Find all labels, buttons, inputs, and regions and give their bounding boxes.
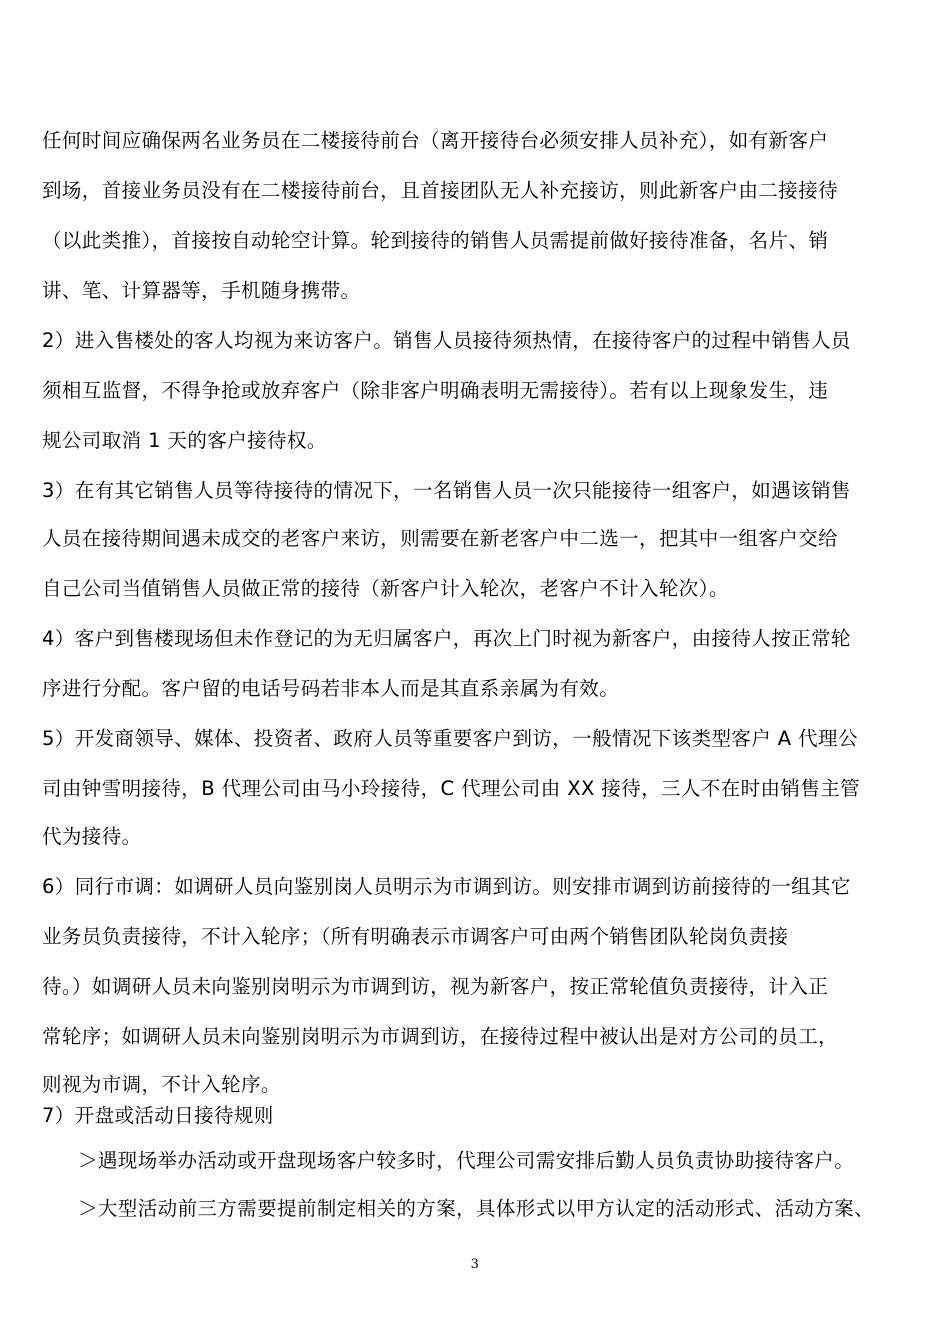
text-line: 常轮序；如调研人员未向鉴别岗明示为市调到访，在接待过程中被认出是对方公司的员工， — [42, 1025, 839, 1048]
text-line: 则视为市调，不计入轮序。 — [42, 1073, 281, 1096]
bullet-item: ＞大型活动前三方需要提前制定相关的方案，具体形式以甲方认定的活动形式、活动方案、 — [78, 1197, 875, 1220]
text-line: 4）客户到售楼现场但未作登记的为无归属客户，再次上门时视为新客户，由接待人按正常轮 — [42, 627, 851, 650]
text-line: 人员在接待期间遇未成交的老客户来访，则需要在新老客户中二选一，把其中一组客户交给 — [42, 527, 839, 550]
bullet-item: ＞遇现场举办活动或开盘现场客户较多时，代理公司需安排后勤人员负责协助接待客户。 — [78, 1149, 855, 1172]
text-line: 自己公司当值销售人员做正常的接待（新客户计入轮次，老客户不计入轮次）。 — [42, 577, 729, 600]
section-heading: 7）开盘或活动日接待规则 — [42, 1104, 274, 1127]
text-line: 序进行分配。客户留的电话号码若非本人而是其直系亲属为有效。 — [42, 677, 620, 700]
text-line: 司由钟雪明接待，B 代理公司由马小玲接待，C 代理公司由 XX 接待，三人不在时由销售主管 — [42, 777, 861, 800]
text-line: 5）开发商领导、媒体、投资者、政府人员等重要客户到访，一般情况下该类型客户 A 代理公 — [42, 727, 858, 750]
text-line: 6）同行市调：如调研人员向鉴别岗人员明示为市调到访。则安排市调到访前接待的一组其它 — [42, 875, 851, 898]
text-line: 3）在有其它销售人员等待接待的情况下，一名销售人员一次只能接待一组客户，如遇该销售 — [42, 479, 851, 502]
text-line: 规公司取消 1 天的客户接待权。 — [42, 429, 327, 452]
page-number: 3 — [470, 1257, 480, 1272]
text-line: 业务员负责接待，不计入轮序；（所有明确表示市调客户可由两个销售团队轮岗负责接 — [42, 925, 789, 948]
text-line: （以此类推），首接按自动轮空计算。轮到接待的销售人员需提前做好接待准备，名片、销 — [42, 229, 829, 252]
text-line: 任何时间应确保两名业务员在二楼接待前台（离开接待台必须安排人员补充），如有新客户 — [42, 129, 829, 152]
text-line: 讲、笔、计算器等，手机随身携带。 — [42, 279, 361, 302]
text-line: 待。）如调研人员未向鉴别岗明示为市调到访，视为新客户，按正常轮值负责接待，计入正 — [42, 975, 829, 998]
text-line: 代为接待。 — [42, 825, 142, 848]
text-line: 2）进入售楼处的客人均视为来访客户。销售人员接待须热情，在接待客户的过程中销售人员 — [42, 329, 851, 352]
text-line: 须相互监督，不得争抢或放弃客户（除非客户明确表明无需接待）。若有以上现象发生，违 — [42, 379, 829, 402]
text-line: 到场，首接业务员没有在二楼接待前台，且首接团队无人补充接访，则此新客户由二接接待 — [42, 179, 839, 202]
